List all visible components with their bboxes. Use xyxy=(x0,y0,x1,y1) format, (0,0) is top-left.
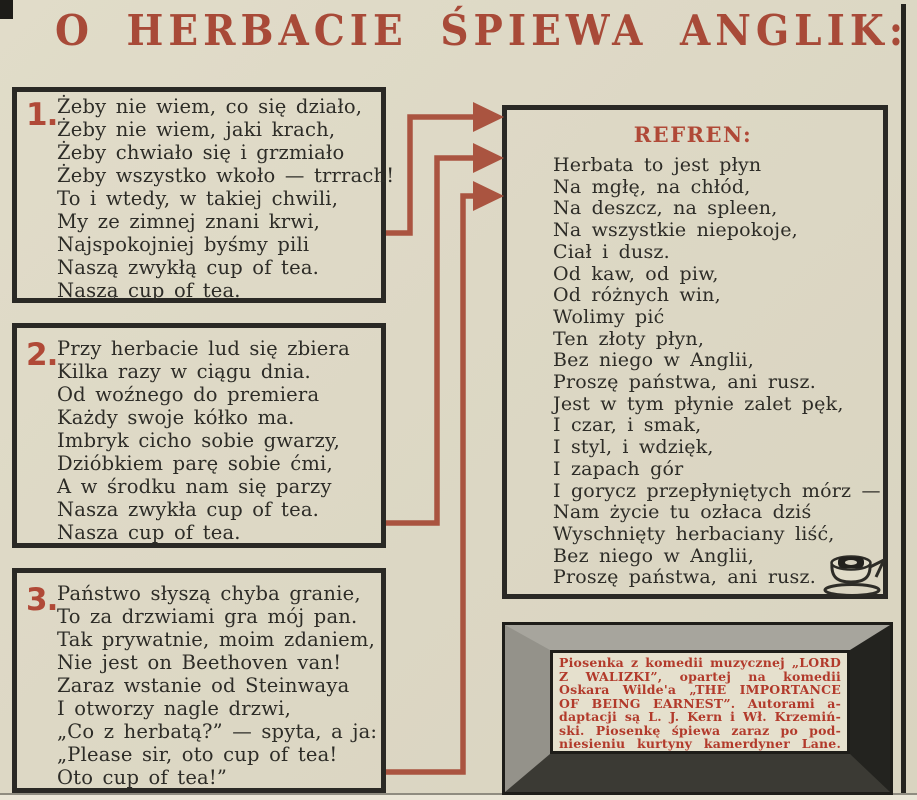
text-line: Wolimy pić xyxy=(553,305,665,328)
verse-text-2 xyxy=(57,337,377,544)
text-line: Imbryk cicho sobie gwarzy, xyxy=(57,429,341,452)
text-line: Jest w tym płynie zalet pęk, xyxy=(553,392,844,415)
teacup-icon xyxy=(823,553,889,597)
text-line: OF BEING EARNEST”. Autorami a- xyxy=(559,695,841,711)
verse-text-1 xyxy=(57,95,395,302)
text-line: My ze zimnej znani krwi, xyxy=(57,210,321,233)
arrowhead-1 xyxy=(473,102,504,132)
text-line: Naszą cup of tea. xyxy=(57,279,241,302)
caption-frame xyxy=(502,622,893,795)
text-line: To za drzwiami gra mój pan. xyxy=(57,605,358,628)
caption-text xyxy=(559,656,841,751)
text-line: ski. Piosenkę śpiewa zaraz po pod- xyxy=(559,722,841,738)
text-line: Bez niego w Anglii, xyxy=(553,349,754,372)
text-line: Ciał i dusz. xyxy=(553,240,670,263)
verse-box-3 xyxy=(12,568,386,793)
text-line: Żeby nie wiem, jaki krach, xyxy=(57,118,336,141)
verse-number-1: 1. xyxy=(26,97,58,133)
caption-frame-bevel xyxy=(505,625,890,792)
text-line: Wyschnięty herbaciany liść, xyxy=(553,522,835,545)
cup-handle xyxy=(870,560,884,577)
text-line: Najspokojniej byśmy pili xyxy=(57,233,310,256)
text-line: Nie jest on Beethoven van! xyxy=(57,651,342,674)
text-line: Z WALIZKI”, opartej na komedii xyxy=(559,668,841,684)
text-line: Oto cup of tea!” xyxy=(57,766,228,789)
text-line: Proszę państwa, ani rusz. xyxy=(553,566,816,589)
text-line: Od woźnego do premiera xyxy=(57,383,320,406)
text-line: Na wszystkie niepokoje, xyxy=(553,219,798,242)
refrain-box xyxy=(502,105,888,599)
text-line: Ten złoty płyn, xyxy=(553,327,705,350)
text-line: Dzióbkiem parę sobie ćmi, xyxy=(57,452,333,475)
text-line: Państwo słyszą chyba granie, xyxy=(57,582,361,605)
text-line: Od kaw, od piw, xyxy=(553,262,719,285)
refrain-heading: REFREN: xyxy=(633,122,753,147)
text-line: daptacji są L. J. Kern i Wł. Krzemiń- xyxy=(559,709,841,724)
text-line: Zaraz wstanie od Steinwaya xyxy=(57,674,350,697)
text-line: To i wtedy, w takiej chwili, xyxy=(57,187,339,210)
text-line: I otworzy nagle drzwi, xyxy=(57,697,291,720)
connector-line-3 xyxy=(386,196,478,772)
text-line: Proszę państwa, ani rusz. xyxy=(553,371,816,394)
text-line: I gorycz przepłyniętych mórz — xyxy=(553,479,881,502)
text-line: Każdy swoje kółko ma. xyxy=(57,406,295,429)
column-rule xyxy=(901,4,906,793)
verse-box-1 xyxy=(12,87,395,303)
text-line: Naszą zwykłą cup of tea. xyxy=(57,256,320,279)
verse-box-2 xyxy=(12,323,386,548)
text-line: Tak prywatnie, moim zdaniem, xyxy=(57,628,376,651)
text-line: Oskara Wilde'a „THE IMPORTANCE xyxy=(559,682,841,697)
verse-number-2: 2. xyxy=(26,337,58,373)
text-line: Nasza zwykła cup of tea. xyxy=(57,498,320,521)
text-line: A w środku nam się parzy xyxy=(57,475,332,498)
verse-number-3: 3. xyxy=(26,582,58,618)
text-line: niesieniu kurtyny kamerdyner Lane. xyxy=(559,736,841,751)
arrowhead-2 xyxy=(473,143,504,173)
text-line: Herbata to jest płyn xyxy=(553,154,762,176)
text-line: Bez niego w Anglii, xyxy=(553,544,754,567)
connector-line-2 xyxy=(386,158,478,523)
text-line: Przy herbacie lud się zbiera xyxy=(57,337,350,360)
text-line: I czar, i smak, xyxy=(553,414,702,437)
text-line: Żeby nie wiem, co się działo, xyxy=(57,95,363,118)
text-line: Na mgłę, na chłód, xyxy=(553,175,751,198)
text-line: I zapach gór xyxy=(553,457,684,480)
text-line: Żeby chwiało się i grzmiało xyxy=(57,141,345,164)
arrowhead-3 xyxy=(473,181,504,211)
text-line: I styl, i wdzięk, xyxy=(553,436,714,459)
text-line: „Co z herbatą?” — spyta, a ja: xyxy=(57,720,378,743)
text-line: Piosenka z komedii muzycznej „LORD xyxy=(559,655,841,670)
text-line: Żeby wszystko wkoło — trrrach! xyxy=(57,164,395,187)
text-line: Nasza cup of tea. xyxy=(57,521,241,544)
text-line: Od różnych win, xyxy=(553,284,721,307)
text-line: Na deszcz, na spleen, xyxy=(553,197,778,220)
connector-line-1 xyxy=(386,117,478,233)
verse-text-3 xyxy=(57,582,377,789)
text-line: Nam życie tu ozłaca dziś xyxy=(553,501,812,524)
refrain-text xyxy=(553,154,881,589)
tea-highlight xyxy=(845,560,857,565)
page-title: O HERBACIE ŚPIEWA ANGLIK: xyxy=(55,6,909,56)
saucer xyxy=(825,585,879,596)
scan-corner-mark xyxy=(0,0,13,19)
caption-panel xyxy=(550,650,850,754)
text-line: Kilka razy w ciągu dnia. xyxy=(57,360,311,383)
text-line: „Please sir, oto cup of tea! xyxy=(57,743,338,766)
